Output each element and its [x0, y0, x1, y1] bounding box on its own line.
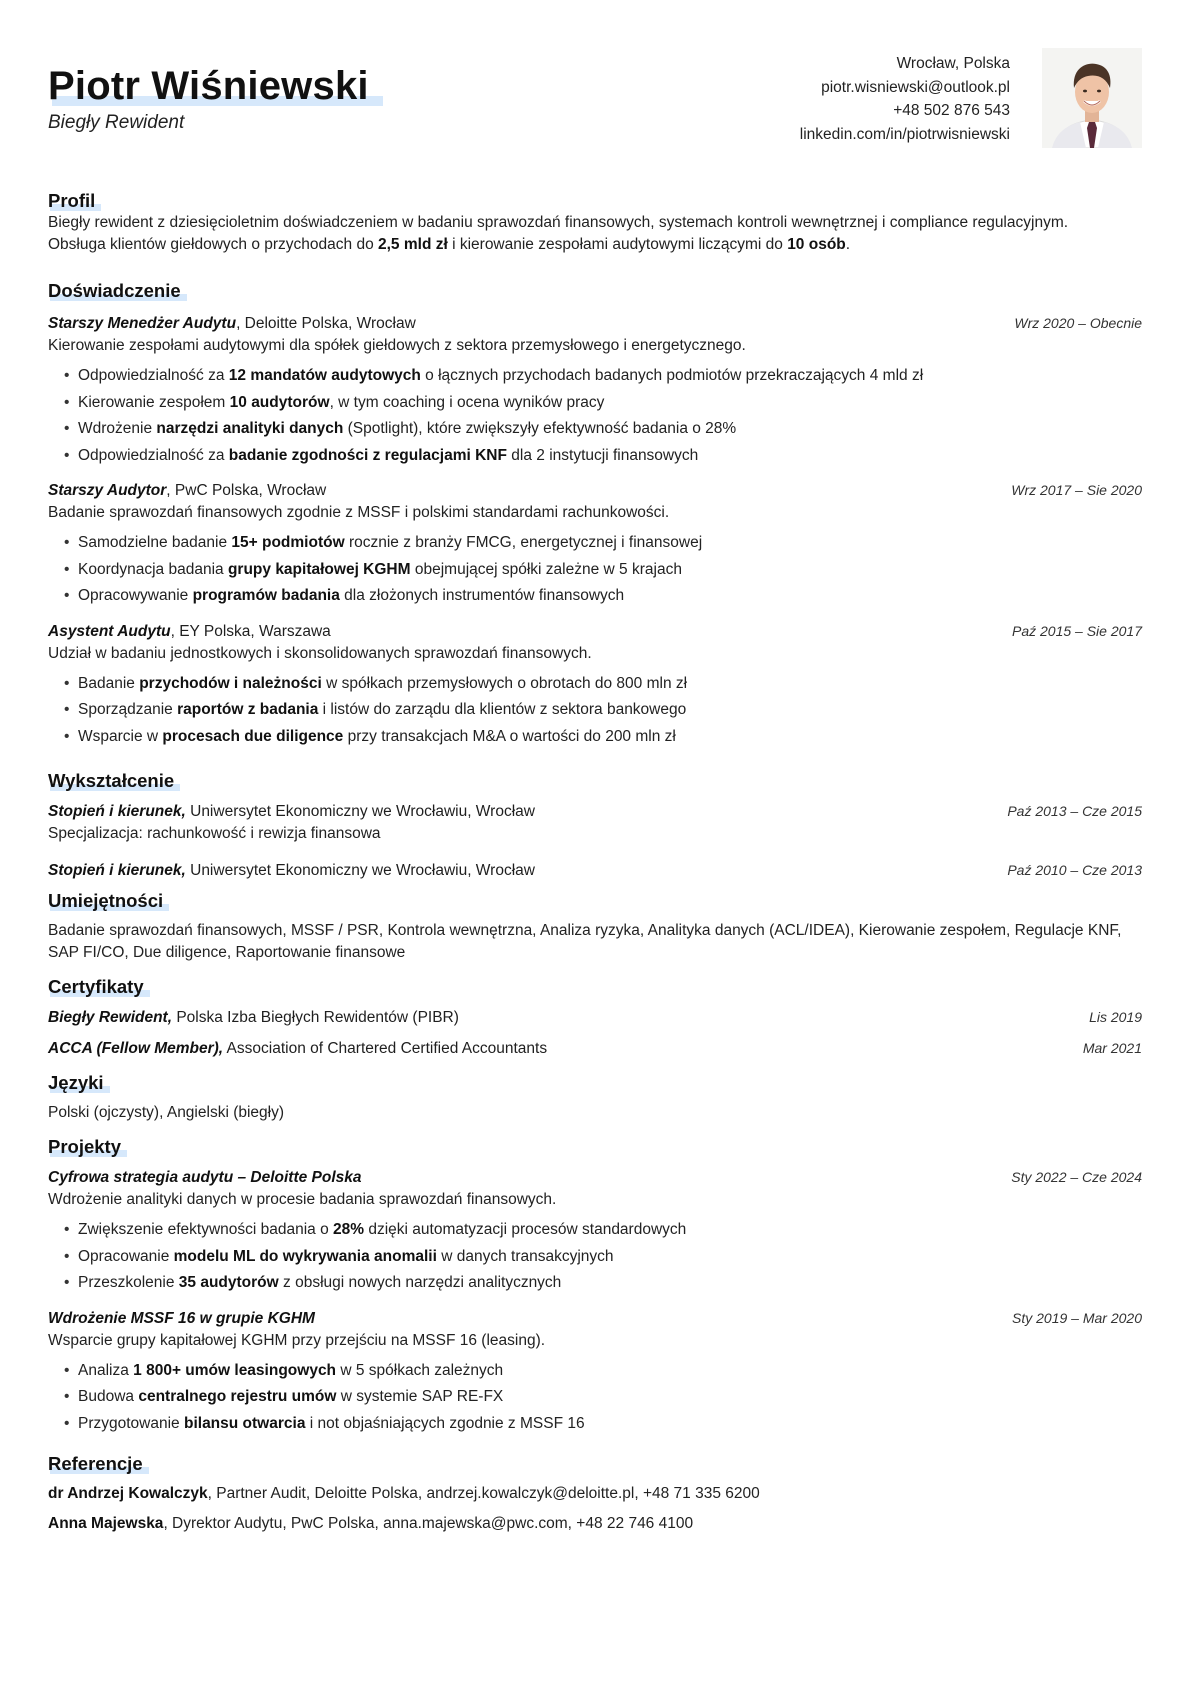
list-item: • Analiza 1 800+ umów leasingowych w 5 spółkach zależnych [78, 1358, 1142, 1385]
candidate-name: Piotr Wiśniewski [48, 64, 369, 108]
profile-section [48, 190, 1142, 256]
certificate-date: Lis 2019 [1089, 1009, 1142, 1025]
education-title: Stopień i kierunek, Uniwersytet Ekonomiczny we Wrocławiu, Wrocław [48, 862, 535, 879]
list-item: • Sporządzanie raportów z badania i listów do zarządu dla klientów z sektora bankowego [78, 697, 1142, 724]
experience-date: Wrz 2017 – Sie 2020 [1011, 482, 1142, 498]
section-heading-certificates: Certyfikaty [48, 976, 144, 997]
section-heading-education: Wykształcenie [48, 770, 175, 791]
list-item: • Opracowywanie programów badania dla złożonych instrumentów finansowych [78, 583, 1142, 610]
section-heading-skills: Umiejętności [48, 890, 164, 911]
contact-linkedin[interactable]: linkedin.com/in/piotrwisniewski [799, 125, 1010, 143]
list-item: • Przygotowanie bilansu otwarcia i not objaśniających zgodnie z MSSF 16 [78, 1411, 1142, 1438]
experience-section [48, 280, 1142, 750]
experience-title: Starszy Audytor, PwC Polska, Wrocław [48, 482, 327, 499]
education-date: Paź 2010 – Cze 2013 [1007, 862, 1142, 878]
reference-item: dr Andrzej Kowalczyk, Partner Audit, Deloitte Polska, andrzej.kowalczyk@deloitte.pl, +48 71 335 6200 [48, 1485, 760, 1502]
profile-photo [1042, 48, 1142, 148]
list-item: • Opracowanie modelu ML do wykrywania anomalii w danych transakcyjnych [78, 1244, 1142, 1271]
project-description: Wsparcie grupy kapitałowej KGHM przy przejściu na MSSF 16 (leasing). [48, 1331, 546, 1349]
list-item: • Koordynacja badania grupy kapitałowej KGHM obejmującej spółki zależne w 5 krajach [78, 557, 1142, 584]
profile-line-2: Obsługa klientów giełdowych o przychodach do 2,5 mld zł i kierowanie zespołami audytowymi liczącymi do 10 osób. [48, 236, 851, 253]
project-entry [48, 1307, 1142, 1438]
references-section [48, 1453, 1142, 1535]
experience-entry [48, 620, 1142, 751]
section-heading-profile: Profil [48, 190, 96, 211]
skills-text: Badanie sprawozdań finansowych, MSSF / PSR, Kontrola wewnętrzna, Analiza ryzyka, Analityka danych (ACL/IDEA), Kierowanie zespołem, Regulacje KNF, SAP FI/CO, Due diligence, Raportowanie finansowe [48, 922, 1122, 961]
experience-description: Kierowanie zespołami audytowymi dla spółek giełdowych z sektora przemysłowego i energetycznego. [48, 337, 746, 354]
experience-date: Wrz 2020 – Obecnie [1014, 315, 1142, 331]
list-item: • Odpowiedzialność za 12 mandatów audytowych o łącznych przychodach badanych podmiotów przekraczających 4 mld zł [78, 363, 1142, 390]
experience-bullets [48, 671, 1142, 751]
list-item: • Wdrożenie narzędzi analityki danych (Spotlight), które zwiększyły efektywność badania o 28% [78, 416, 1142, 443]
certificate-entry: Biegły Rewident, Polska Izba Biegłych Rewidentów (PIBR) Lis 2019 [48, 1006, 1142, 1029]
list-item: • Budowa centralnego rejestru umów w systemie SAP RE-FX [78, 1384, 1142, 1411]
resume-header [48, 48, 1142, 168]
experience-entry [48, 312, 1142, 469]
section-heading-languages: Języki [48, 1072, 104, 1093]
projects-section [48, 1136, 1142, 1437]
contact-location: Wrocław, Polska [896, 55, 1010, 72]
project-bullets [48, 1217, 1142, 1297]
education-date: Paź 2013 – Cze 2015 [1007, 803, 1142, 819]
education-note: Specjalizacja: rachunkowość i rewizja finansowa [48, 825, 381, 842]
profile-photo-image [1042, 48, 1142, 148]
contact-block [800, 52, 1010, 146]
section-heading-projects: Projekty [48, 1136, 122, 1157]
project-title: Wdrożenie MSSF 16 w grupie KGHM [48, 1309, 315, 1327]
project-date: Sty 2019 – Mar 2020 [1012, 1309, 1142, 1326]
list-item: • Odpowiedzialność za badanie zgodności z regulacjami KNF dla 2 instytucji finansowych [78, 443, 1142, 470]
certificate-date: Mar 2021 [1082, 1040, 1142, 1056]
education-title: Stopień i kierunek, Uniwersytet Ekonomiczny we Wrocławiu, Wrocław [48, 803, 535, 820]
project-title: Cyfrowa strategia audytu – Deloitte Polska [48, 1169, 362, 1186]
certificate-entry: ACCA (Fellow Member), Association of Chartered Certified Accountants Mar 2021 [48, 1037, 1142, 1060]
experience-description: Badanie sprawozdań finansowych zgodnie z MSSF i polskimi standardami rachunkowości. [48, 504, 670, 521]
education-entry [48, 800, 1142, 845]
list-item: • Przeszkolenie 35 audytorów z obsługi nowych narzędzi analitycznych [78, 1270, 1142, 1297]
project-description: Wdrożenie analityki danych w procesie badania sprawozdań finansowych. [48, 1191, 557, 1208]
languages-section [48, 1072, 1142, 1124]
list-item: • Wsparcie w procesach due diligence przy transakcjach M&A o wartości do 200 mln zł [78, 724, 1142, 751]
reference-item: Anna Majewska, Dyrektor Audytu, PwC Polska, anna.majewska@pwc.com, +48 22 746 4100 [48, 1515, 694, 1532]
experience-description: Udział w badaniu jednostkowych i skonsolidowanych sprawozdań finansowych. [48, 644, 592, 662]
contact-email[interactable]: piotr.wisniewski@outlook.pl [821, 78, 1010, 96]
contact-phone[interactable]: +48 502 876 543 [893, 102, 1010, 119]
languages-text: Polski (ojczysty), Angielski (biegły) [48, 1104, 285, 1121]
project-bullets [48, 1358, 1142, 1438]
skills-section [48, 890, 1142, 964]
project-entry [48, 1166, 1142, 1297]
section-heading-experience: Doświadczenie [48, 280, 181, 301]
project-date: Sty 2022 – Cze 2024 [1011, 1169, 1142, 1185]
list-item: • Samodzielne badanie 15+ podmiotów rocznie z branży FMCG, energetycznej i finansowej [78, 530, 1142, 557]
certificates-section [48, 976, 1142, 1060]
name-block [48, 64, 369, 134]
experience-title: Asystent Audytu, EY Polska, Warszawa [48, 622, 331, 640]
education-section [48, 770, 1142, 882]
candidate-title: Biegły Rewident [48, 112, 185, 133]
experience-entry [48, 479, 1142, 610]
list-item: • Badanie przychodów i należności w spółkach przemysłowych o obrotach do 800 mln zł [78, 671, 1142, 698]
experience-bullets [48, 530, 1142, 610]
experience-date: Paź 2015 – Sie 2017 [1012, 622, 1142, 639]
experience-bullets [48, 363, 1142, 469]
list-item: • Kierowanie zespołem 10 audytorów, w tym coaching i ocena wyników pracy [78, 390, 1142, 417]
education-entry [48, 859, 1142, 882]
profile-line-1: Biegły rewident z dziesięcioletnim doświadczeniem w badaniu sprawozdań finansowych, systemach kontroli wewnętrznej i compliance regulacyjnym. [48, 214, 1069, 231]
section-heading-references: Referencje [48, 1453, 143, 1474]
list-item: • Zwiększenie efektywności badania o 28% dzięki automatyzacji procesów standardowych [78, 1217, 1142, 1244]
experience-title: Starszy Menedżer Audytu, Deloitte Polska, Wrocław [48, 315, 416, 332]
